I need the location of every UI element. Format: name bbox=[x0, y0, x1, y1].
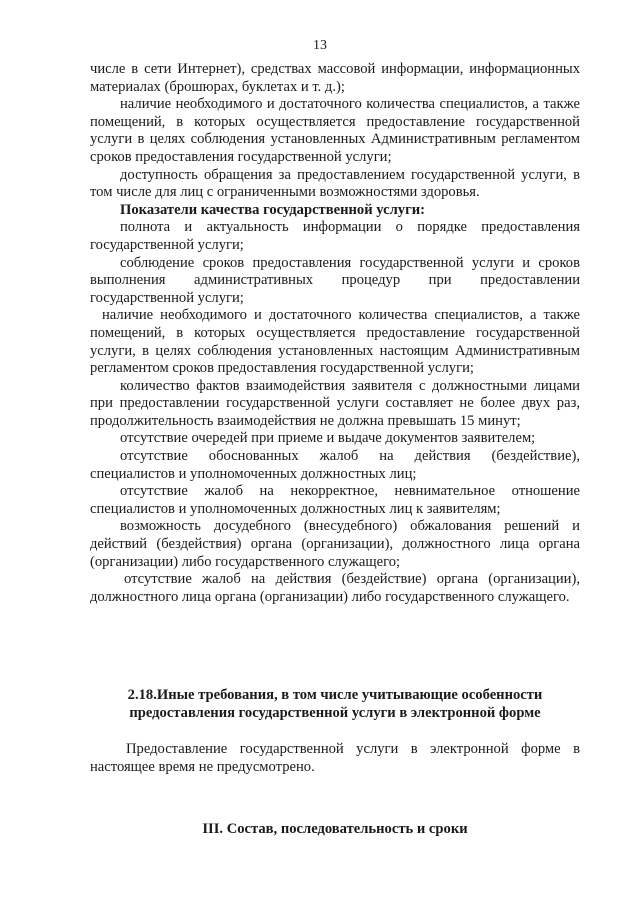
paragraph-accessibility: доступность обращения за предоставлением государственной услуги, в том числе для лиц с ограниченными возможностями здоровья. bbox=[90, 166, 580, 201]
section-218-title-line1: 2.18.Иные требования, в том числе учитывающие особенности bbox=[127, 687, 543, 703]
section-218-title-line2: предоставления государственной услуги в электронной форме bbox=[129, 705, 541, 721]
quality-item-appeal-possibility: возможность досудебного (внесудебного) обжалования решений и действий (бездействия) органа (организации), должностного лица органа (организации) либо государственного служащего; bbox=[90, 518, 580, 570]
quality-item-no-justified-complaints: отсутствие обоснованных жалоб на действия (бездействие), специалистов и уполномоченных должностных лиц; bbox=[90, 448, 580, 482]
quality-item-no-queues: отсутствие очередей при приеме и выдаче документов заявителем; bbox=[120, 430, 536, 447]
chapter-3-heading: III. Состав, последовательность и сроки bbox=[202, 821, 468, 837]
quality-item-interactions: количество фактов взаимодействия заявителя с должностными лицами при предоставлении государственной услуги составляет не более двух раз, продолжительность взаимодействия не должна превышать 15 минут; bbox=[90, 377, 580, 429]
quality-item-no-incorrect-treatment: отсутствие жалоб на некорректное, невнимательное отношение специалистов и уполномоченных должностных лиц к заявителям; bbox=[90, 483, 580, 517]
quality-indicators-heading: Показатели качества государственной услуги: bbox=[120, 201, 425, 218]
paragraph-continuation: числе в сети Интернет), средствах массовой информации, информационных материалах (брошюрах, буклетах и т. д.); bbox=[90, 61, 580, 95]
section-218-text: Предоставление государственной услуги в электронной форме в настоящее время не предусмотрено. bbox=[90, 741, 580, 775]
section-218-heading bbox=[90, 686, 580, 722]
document-body bbox=[90, 61, 580, 606]
page-number: 13 bbox=[313, 38, 327, 53]
quality-item-specialists: наличие необходимого и достаточного количества специалистов, а также помещений, в которых осуществляется предоставление государственной услуги, в целях соблюдения установленных настоящим Административным регламентом сроков предоставления государственной услуги; bbox=[90, 307, 580, 377]
paragraph-specialists: наличие необходимого и достаточного количества специалистов, а также помещений, в которых осуществляется предоставление государственной услуги в целях соблюдения установленных Административным регламентом сроков предоставления государственной услуги; bbox=[90, 96, 580, 165]
quality-item-completeness: полнота и актуальность информации о порядке предоставления государственной услуги; bbox=[90, 219, 580, 253]
quality-item-deadlines: соблюдение сроков предоставления государственной услуги и сроков выполнения административных процедур при предоставлении государственной услуги; bbox=[90, 254, 580, 306]
quality-item-no-complaints-on-actions: отсутствие жалоб на действия (бездействие) органа (организации), должностного лица органа (организации) либо государственного служащего. bbox=[90, 571, 580, 605]
